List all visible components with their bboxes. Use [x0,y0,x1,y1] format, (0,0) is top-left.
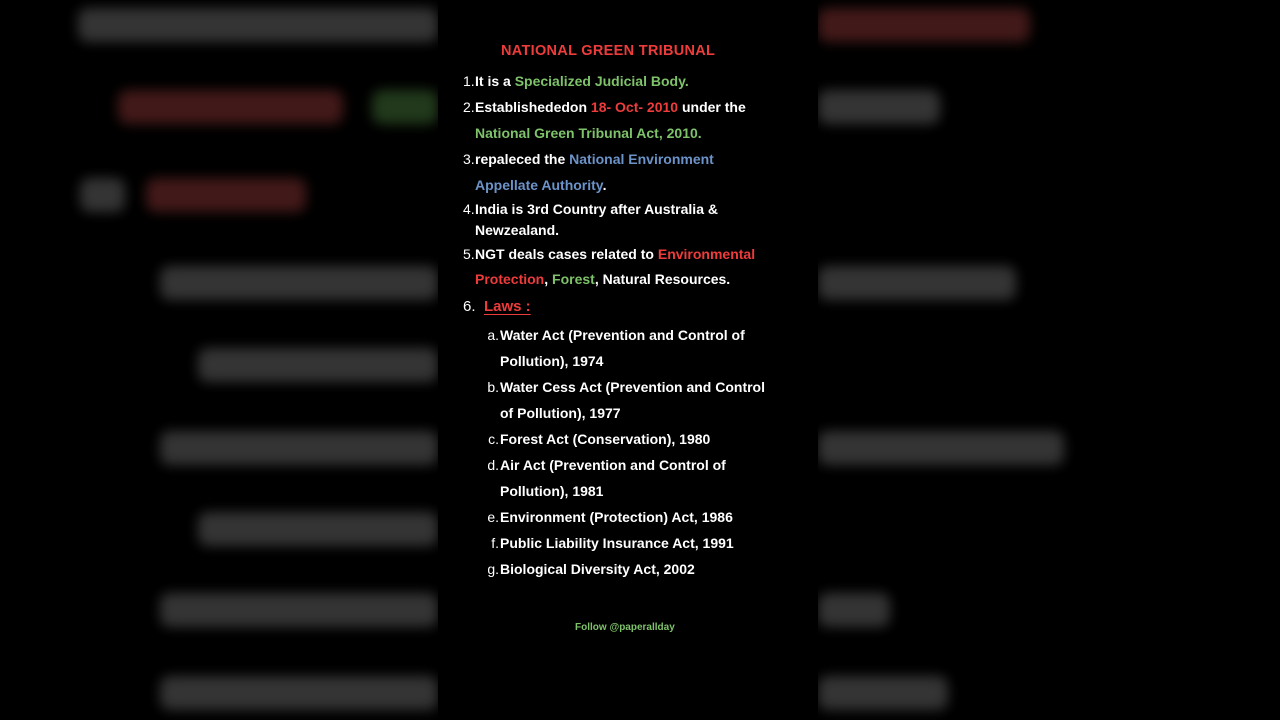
law-item-line: Water Cess Act (Prevention and Control [500,379,766,395]
text-segment: 18- Oct- 2010 [590,99,679,115]
text-segment: under the [678,99,746,115]
law-letter: g. [487,561,499,577]
point-line [475,72,689,90]
point-line [475,176,606,194]
point-number: 1. [463,73,475,89]
text-segment: Appellate Authority [475,177,603,193]
text-segment: , [544,271,553,287]
text-segment: NGT deals cases related to [475,246,658,262]
point-line [475,150,714,168]
point-number: 2. [463,99,475,115]
law-letter: c. [488,431,499,447]
law-item-line: Forest Act (Conservation), 1980 [500,431,711,447]
point-line [475,98,746,116]
text-segment: Environmental [657,246,756,262]
law-item-line: Air Act (Prevention and Control of [500,457,726,473]
law-letter: a. [487,327,499,343]
point-number: 3. [463,151,475,167]
laws-number: 6. [463,298,476,315]
law-item-line: Water Act (Prevention and Control of [500,327,745,343]
text-segment: Establishededon [475,99,591,115]
law-item-line: Biological Diversity Act, 2002 [500,561,695,577]
law-item-line: Pollution), 1981 [500,483,604,499]
text-segment: Newzealand. [475,222,560,238]
law-item-line: Pollution), 1974 [500,353,604,369]
text-segment: repaleced the [475,151,570,167]
text-segment: It is a [475,73,515,89]
laws-heading: Laws : [484,298,531,315]
text-segment: Specialized Judicial Body. [514,73,689,89]
law-letter: e. [487,509,499,525]
follow-credit: Follow @paperallday [575,622,675,633]
text-segment: National Environment [569,151,714,167]
point-number: 5. [463,246,475,262]
law-item-line: Public Liability Insurance Act, 1991 [500,535,734,551]
text-segment: Forest [552,271,595,287]
point-line [475,270,730,288]
point-line [475,245,755,263]
text-segment: India is 3rd Country after Australia & [475,201,718,217]
law-item-line: Environment (Protection) Act, 1986 [500,509,733,525]
law-letter: b. [487,379,499,395]
law-item-line: of Pollution), 1977 [500,405,621,421]
point-number: 4. [463,201,475,217]
point-line [475,221,559,239]
text-segment: . [602,177,607,193]
law-letter: d. [487,457,499,473]
point-line [475,124,702,142]
text-segment: National Green Tribunal Act, 2010. [475,125,702,141]
slide-title: NATIONAL GREEN TRIBUNAL [501,43,716,59]
text-segment: , Natural Resources. [594,271,731,287]
law-letter: f. [491,535,499,551]
point-line [475,200,718,218]
text-segment: Protection [475,271,545,287]
